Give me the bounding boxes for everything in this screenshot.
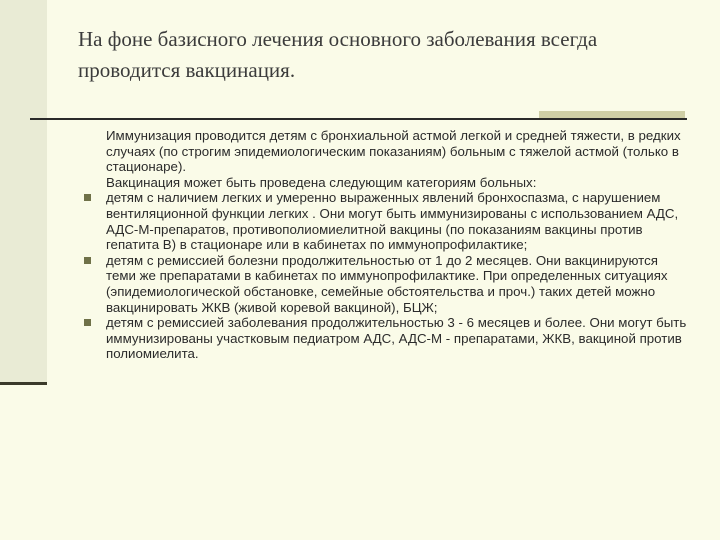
list-item-text: детям с наличием легких и умеренно выраженных явлений бронхоспазма, с нарушением вентиляционной функции легких . Они могут быть иммунизированы с использованием АДС, АДС-М-препаратов, противополиомиелитной вакцины (по показаниям вакцины против гепатита В) в стационаре или в кабинетах по иммунопрофилактике; — [106, 190, 679, 253]
slide-title: На фоне базисного лечения основного заболевания всегда проводится вакцинация. — [78, 27, 598, 82]
intro-paragraph-1: Иммунизация проводится детям с бронхиальной астмой легкой и средней тяжести, в редких случаях (по строгим эпидемиологическим показаниям) больным с тяжелой астмой (только в стационаре). — [106, 128, 681, 175]
list-item-text: детям с ремиссией заболевания продолжительностью 3 - 6 месяцев и более. Они могут быть иммунизированы участковым педиатром АДС, АДС-М - препаратами, ЖКВ, вакциной против полиомиелита. — [106, 315, 687, 362]
left-decorative-band — [0, 0, 47, 382]
square-bullet-icon — [84, 194, 91, 201]
list-item — [106, 190, 691, 252]
square-bullet-icon — [84, 319, 91, 326]
square-bullet-icon — [84, 257, 91, 264]
list-item — [106, 315, 691, 362]
title-divider — [30, 118, 687, 120]
slide-content — [106, 128, 691, 362]
left-band-underline — [0, 382, 47, 385]
list-item-text: детям с ремиссией болезни продолжительностью от 1 до 2 месяцев. Они вакцинируются теми же препаратами в кабинетах по иммунопрофилактике. При определенных ситуациях (эпидемиологической обстановке, семейные обстоятельства и проч.) таких детей можно вакцинировать ЖКВ (живой коревой вакциной), БЦЖ; — [106, 252, 668, 315]
list-item — [106, 253, 691, 315]
intro-paragraph-2: Вакцинация может быть проведена следующим категориям больных: — [106, 174, 537, 190]
